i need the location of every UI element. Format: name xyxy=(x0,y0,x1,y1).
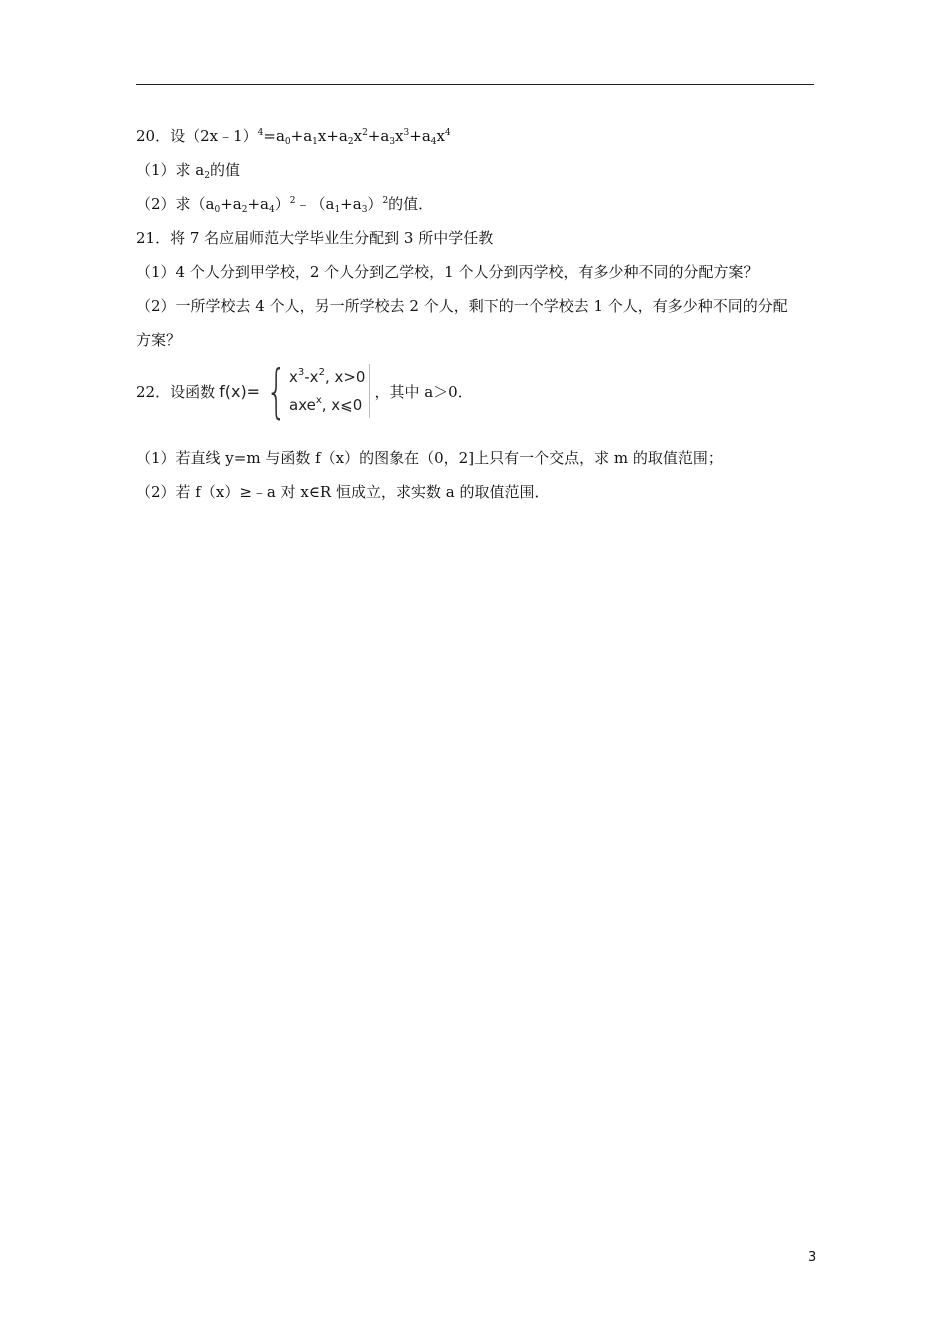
q21-part2-line1: （2）一所学校去 4 个人，另一所学校去 2 个人，剩下的一个学校去 1 个人，有多少种不同的分配 xyxy=(136,297,788,315)
q20-title: 20．设$(2x﹣1)^4=a_0+a_1x+a_2x^2+a_3x^3+a_4x^4$ xyxy=(136,127,451,147)
q22-part1: （1）若直线 y=m 与函数 f（x）的图象在（0，2]上只有一个交点，求 m 的取值范围； xyxy=(136,449,723,467)
formula-case-2: axe$^x$, x⩽0 xyxy=(289,395,363,414)
piecewise-formula xyxy=(219,357,370,425)
left-brace-icon: { xyxy=(266,357,287,425)
q22-part2: （2）若 f（x）≥﹣a 对 x∈R 恒成立，求实数 a 的取值范围． xyxy=(136,483,550,501)
header-rule xyxy=(136,84,814,85)
formula-case-1: $x^3-x^2$, x>0 xyxy=(289,367,366,386)
formula-cases xyxy=(289,364,370,418)
q21-title: 21．将 7 名应届师范大学毕业生分配到 3 所中学任教 xyxy=(136,229,494,247)
q20-part2: （2）求$(a_0+a_2+a_4)^2﹣(a_1+a_3)^2$的值． xyxy=(136,195,434,215)
q22-title-prefix: 22．设函数 xyxy=(136,382,216,401)
q22-title-suffix: ，其中 a＞0． xyxy=(374,382,473,401)
q22-title xyxy=(136,358,473,424)
q21-part1: （1）4 个人分到甲学校，2 个人分到乙学校，1 个人分到丙学校，有多少种不同的分配方案？ xyxy=(136,263,759,281)
page-number: 3 xyxy=(808,1250,817,1265)
q20-part1: （1）求 $a_2$的值 xyxy=(136,161,241,181)
formula-fx: f(x)= xyxy=(219,381,261,401)
q21-part2-line2: 方案？ xyxy=(136,331,182,349)
